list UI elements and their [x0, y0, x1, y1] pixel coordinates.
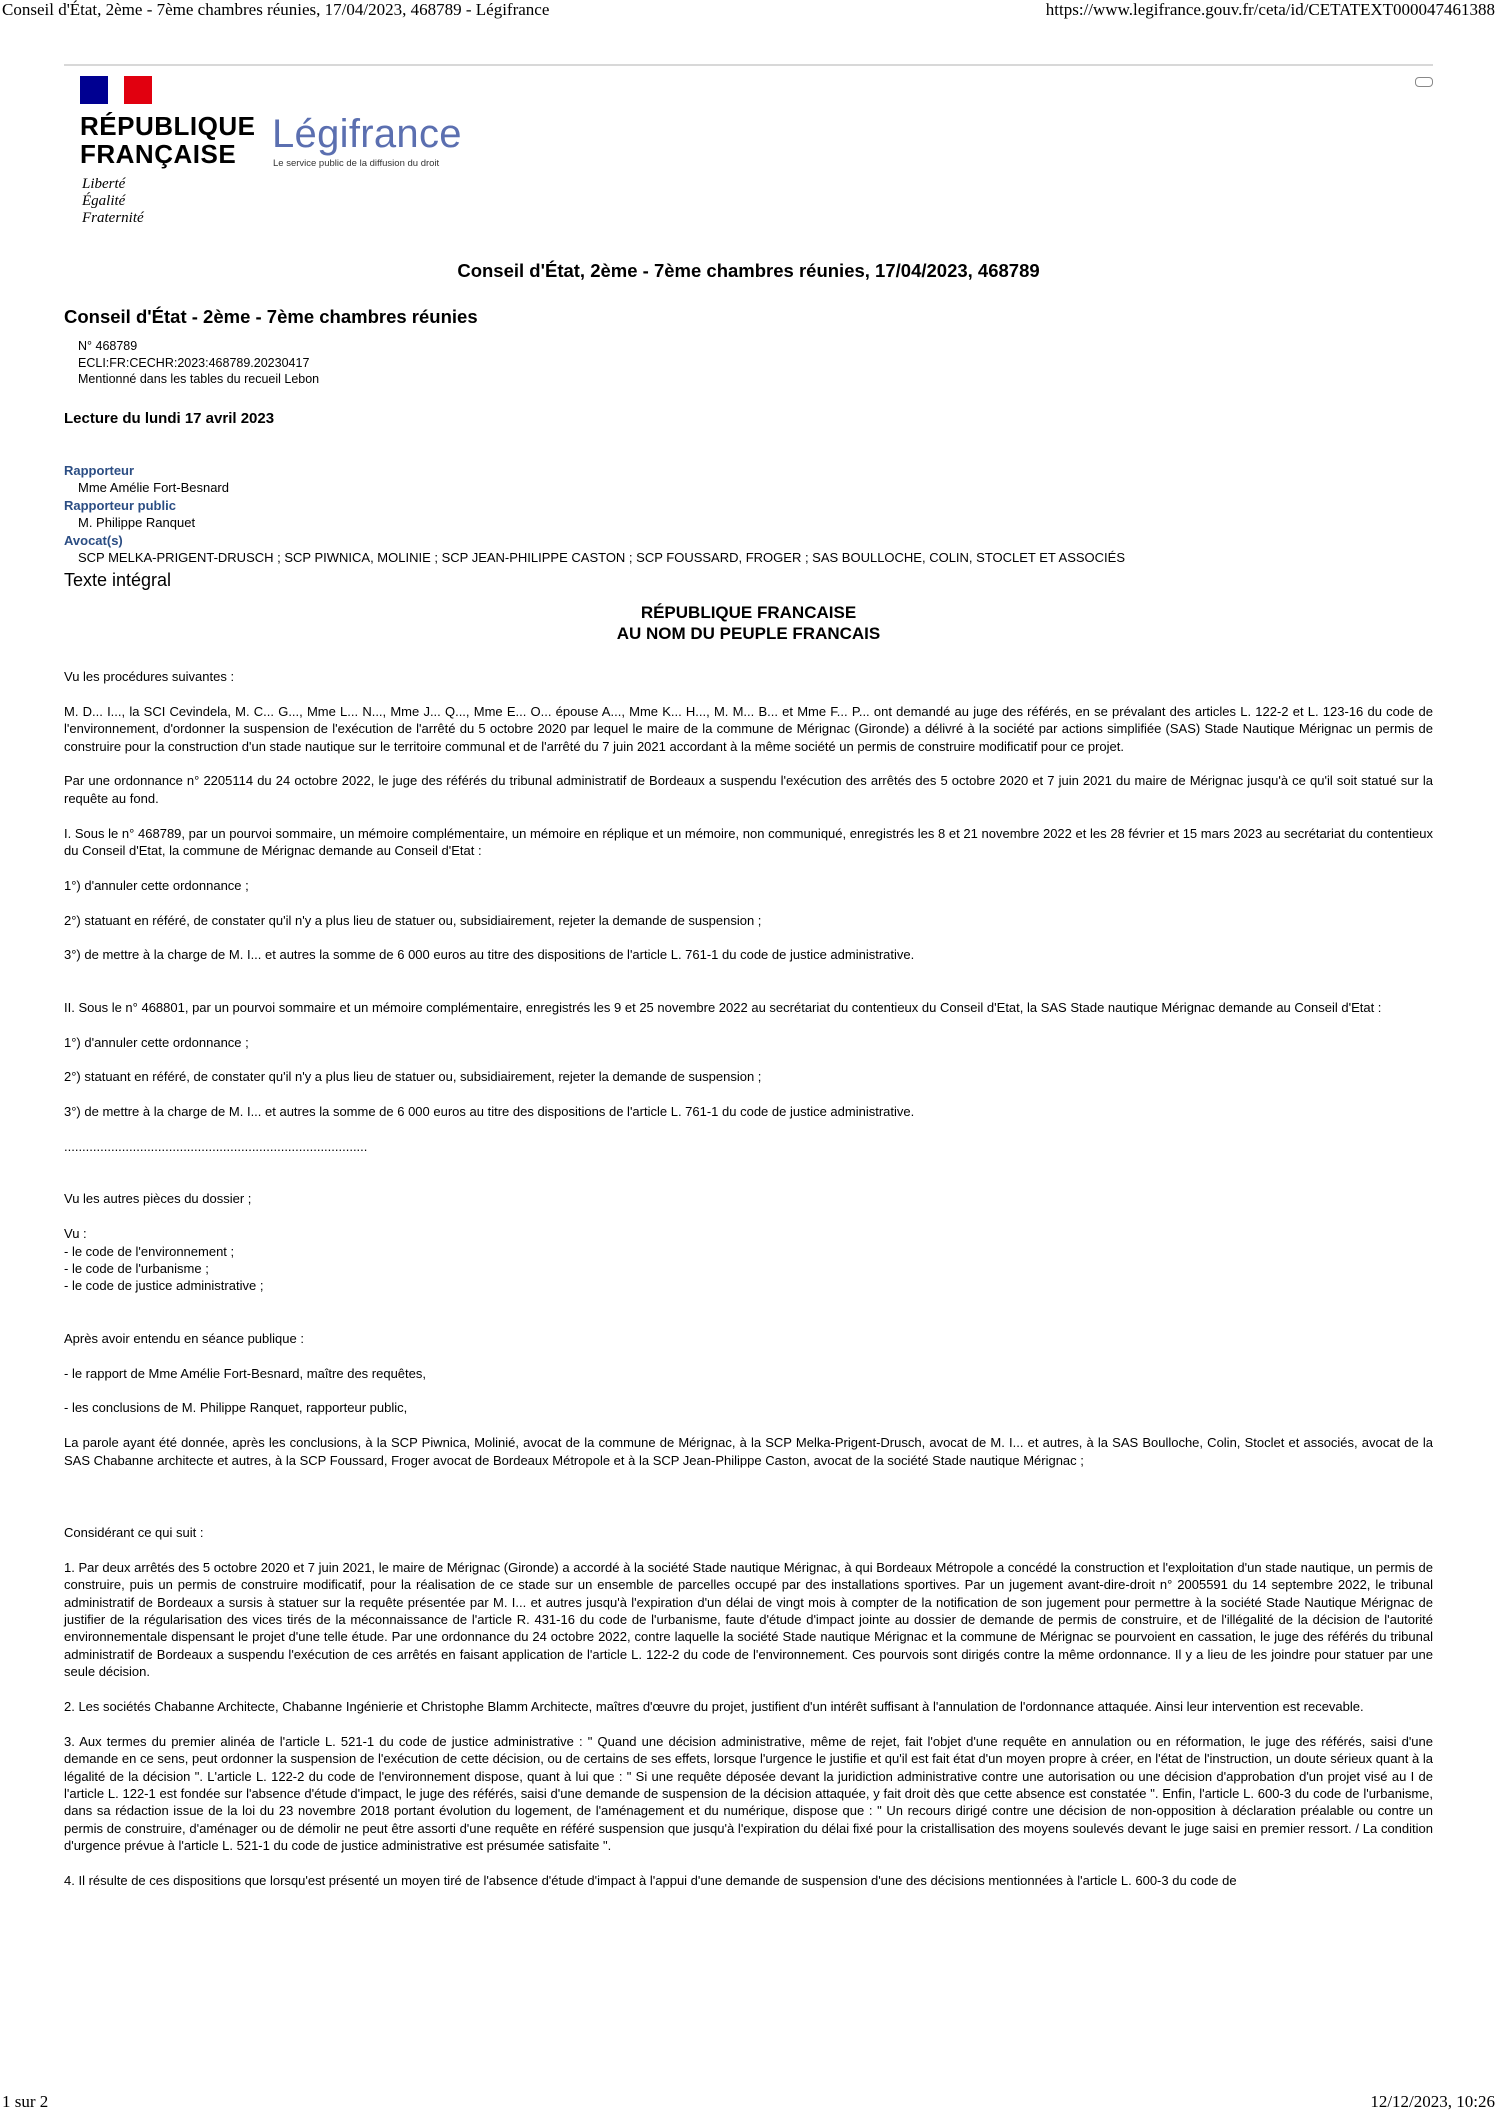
paragraph: Vu les procédures suivantes : [64, 669, 235, 684]
rapporteur-public-label: Rapporteur public [64, 497, 176, 513]
jurisdiction-title: Conseil d'État - 2ème - 7ème chambres réunies [64, 306, 478, 327]
marianne-flag-icon [80, 76, 152, 104]
paragraph: II. Sous le n° 468801, par un pourvoi sommaire et un mémoire complémentaire, enregistrés les 9 et 25 novembre 2022 au secrétariat du contentieux du Conseil d'Etat, la SAS Stade nautique Mérignac demande au Conseil d'Etat : [64, 999, 1382, 1015]
paragraph: Considérant ce qui suit : [64, 1525, 204, 1541]
paragraph: 1°) d'annuler cette ordonnance ; [64, 877, 249, 893]
paragraph: - le rapport de Mme Amélie Fort-Besnard, maître des requêtes, [64, 1365, 426, 1381]
rapporteur-name: Mme Amélie Fort-Besnard [78, 480, 229, 496]
print-timestamp: 12/12/2023, 10:26 [1370, 2092, 1495, 2111]
avocats-list: SCP MELKA-PRIGENT-DRUSCH ; SCP PIWNICA, MOLINIE ; SCP JEAN-PHILIPPE CASTON ; SCP FOUSSARD, FROGER ; SAS BOULLOCHE, COLIN, STOCLET ET ASSOCIÉS [78, 550, 1125, 566]
print-header [0, 0, 1497, 22]
rapporteur-label: Rapporteur [64, 463, 135, 478]
print-header-title: Conseil d'État, 2ème - 7ème chambres réunies, 17/04/2023, 468789 - Légifrance [2, 0, 550, 19]
republique-heading: RÉPUBLIQUE FRANCAISE AU NOM DU PEUPLE FRANCAIS [616, 603, 881, 643]
paragraph-separator: .................................................................................... [64, 1139, 368, 1154]
paragraph: I. Sous le n° 468789, par un pourvoi sommaire, un mémoire complémentaire, un mémoire en réplique et un mémoire, non communiqué, enregistrés les 8 et 21 novembre 2022 et les 28 février et 15 mars 2023 au secrétariat du contentieux du Conseil d'Etat, la commune de Mérignac demande au Conseil d'Etat : [64, 825, 1433, 859]
paragraph: La parole ayant été donnée, après les conclusions, à la SCP Piwnica, Molinié, avocat de la commune de Mérignac, à la SCP Melka-Prigent-Drusch, avocat de M. I... et autres, à la SAS Boulloche, Colin, Stoclet et associés, avocat de la SAS Chabanne architecte et autres, à la SCP Foussard, Froger avocat de Bordeaux Métropole et à la SCP Jean-Philippe Caston, avocat de la société Stade nautique Mérignac ; [64, 1435, 1433, 1468]
devise: Liberté Égalité Fraternité [82, 176, 144, 226]
page-counter: 1 sur 2 [2, 2092, 49, 2111]
paragraph-vu: Vu : - le code de l'environnement ; - le code de l'urbanisme ; - le code de justice administrative ; [64, 1226, 264, 1294]
texte-integral-heading: Texte intégral [64, 570, 172, 590]
paragraph: 4. Il résulte de ces dispositions que lorsqu'est présenté un moyen tiré de l'absence d'étude d'impact à l'appui d'une demande de suspension d'une des décisions mentionnées à l'article L. 600-3 du code de [64, 1873, 1237, 1889]
site-logo[interactable] [80, 76, 500, 236]
paragraph: Par une ordonnance n° 2205114 du 24 octobre 2022, le juge des référés du tribunal administratif de Bordeaux a suspendu l'exécution des arrêtés des 5 octobre 2020 et 7 juin 2021 du maire de Mérignac jusqu'à ce qu'il soit statué sur la requête au fond. [64, 773, 1433, 806]
decision-metadata [78, 338, 319, 388]
paragraph: 1°) d'annuler cette ordonnance ; [64, 1034, 249, 1050]
lebon-mention: Mentionné dans les tables du recueil Lebon [78, 372, 320, 386]
paragraph: 1. Par deux arrêtés des 5 octobre 2020 et 7 juin 2021, le maire de Mérignac (Gironde) a accordé à la société Stade nautique Mérignac, à qui Bordeaux Métropole a concédé la construction et l'exploitation d'un stade nautique, un permis de construire, puis un permis de construire modificatif, pour la réalisation de ce stade sur un ensemble de parcelles occupé par des installations sportives. Par un jugement avant-dire-droit n° 2005591 du 14 septembre 2022, le tribunal administratif de Bordeaux a sursis à statuer sur la requête présentée par M. I... et autres jusqu'à l'expiration d'un délai de vingt mois à compter de la notification de son jugement pour permettre à la société Stade Nautique Mérignac de justifier de la régularisation des vices tirés de la méconnaissance de l'article R. 431-16 du code de l'urbanisme, faute d'étude d'impact jointe au dossier de demande de permis de construire, et de l'illégalité de la décision de l'autorité environnementale dispensant le projet d'une telle étude. Par une ordonnance du 24 octobre 2022, contre laquelle la société Stade nautique Mérignac et la commune de Mérignac se pourvoient en cassation, le juge des référés du tribunal administratif de Bordeaux a suspendu l'exécution de ces arrêtés en faisant application de l'article L. 122-2 du code de l'environnement. Ces pourvois sont dirigés contre la même ordonnance. Il y a lieu de les joindre pour statuer par une seule décision. [64, 1559, 1433, 1680]
paragraph: 3°) de mettre à la charge de M. I... et autres la somme de 6 000 euros au titre des dispositions de l'article L. 761-1 du code de justice administrative. [64, 947, 915, 963]
legifrance-brand: Légifrance [272, 112, 462, 156]
paragraph: 2°) statuant en référé, de constater qu'il n'y a plus lieu de statuer ou, subsidiairement, rejeter la demande de suspension ; [64, 1069, 762, 1085]
persons-block [64, 462, 1125, 566]
paragraph: M. D... I..., la SCI Cevindela, M. C... G..., Mme L... N..., Mme J... Q..., Mme E... O... épouse A..., Mme K... H..., M. M... B... et Mme F... P... ont demandé au juge des référés, en se prévalant des articles L. 122-2 et L. 123-16 du code de l'environnement, d'ordonner la suspension de l'exécution de l'arrêté du 5 octobre 2020 par lequel le maire de la commune de Mérignac (Gironde) a délivré à la société par actions simplifiée (SAS) Stade Nautique Mérignac un permis de construire pour la construction d'un stade nautique sur le territoire communal et de l'arrêté du 7 juin 2021 accordant à la même société un permis de construire modificatif pour ce projet. [64, 703, 1433, 754]
lecture-date: Lecture du lundi 17 avril 2023 [64, 410, 275, 427]
paragraph: 2. Les sociétés Chabanne Architecte, Chabanne Ingénierie et Christophe Blamm Architecte, maîtres d'œuvre du projet, justifient d'un intérêt suffisant à l'annulation de l'ordonnance attaquée. Ainsi leur intervention est recevable. [64, 1699, 1364, 1715]
ecli: ECLI:FR:CECHR:2023:468789.20230417 [78, 355, 310, 370]
menu-toggle-icon[interactable] [1415, 77, 1433, 87]
paragraph: Vu les autres pièces du dossier ; [64, 1191, 252, 1207]
legifrance-tagline: Le service public de la diffusion du droit [273, 158, 440, 169]
decision-body [64, 668, 1433, 1907]
rapporteur-public-name: M. Philippe Ranquet [78, 515, 196, 531]
paragraph: - les conclusions de M. Philippe Ranquet, rapporteur public, [64, 1400, 408, 1416]
paragraph: Après avoir entendu en séance publique : [64, 1330, 304, 1346]
print-header-url[interactable]: https://www.legifrance.gouv.fr/ceta/id/CETATEXT000047461388 [1045, 0, 1495, 19]
paragraph: 3°) de mettre à la charge de M. I... et autres la somme de 6 000 euros au titre des dispositions de l'article L. 761-1 du code de justice administrative. [64, 1104, 915, 1120]
paragraph: 2°) statuant en référé, de constater qu'il n'y a plus lieu de statuer ou, subsidiairement, rejeter la demande de suspension ; [64, 912, 762, 928]
document-title: Conseil d'État, 2ème - 7ème chambres réunies, 17/04/2023, 468789 [457, 260, 1040, 281]
print-footer [0, 2092, 1497, 2114]
republique-francaise-label: RÉPUBLIQUE FRANÇAISE [80, 111, 256, 169]
paragraph: 3. Aux termes du premier alinéa de l'article L. 521-1 du code de justice administrative : " Quand une décision administrative, même de rejet, fait l'objet d'une requête en annulation ou en réformation, le juge des référés, saisi d'une demande en ce sens, peut ordonner la suspension de l'exécution de cette décision, ou de certains de ses effets, lorsque l'urgence le justifie et qu'il est fait état d'un moyen propre à créer, en l'état de l'instruction, un doute sérieux quant à la légalité de la décision ". L'article L. 122-2 du code de l'environnement dispose, quant à lui que : " Si une requête déposée devant la juridiction administrative contre une autorisation ou une décision d'approbation d'un projet visé au I de l'article L. 122-1 est fondée sur l'absence d'étude d'impact, le juge des référés, saisi d'une demande de suspension de la décision attaquée, y fait droit dès que cette absence est constatée ". Enfin, l'article L. 600-3 du code de l'urbanisme, dans sa rédaction issue de la loi du 23 novembre 2018 portant évolution du logement, de l'aménagement et du numérique, dispose que : " Un recours dirigé contre une décision de non-opposition à déclaration préalable ou contre un permis de construire, d'aménager ou de démolir ne peut être assorti d'une requête en référé suspension que jusqu'à l'expiration du délai fixé pour la cristallisation des moyens soulevés devant le juge saisi en premier ressort. / La condition d'urgence prévue à l'article L. 521-1 du code de justice administrative est présumée satisfaite ". [64, 1733, 1433, 1854]
decision-number: N° 468789 [78, 339, 138, 353]
header-divider [64, 64, 1433, 66]
avocats-label: Avocat(s) [64, 532, 123, 548]
